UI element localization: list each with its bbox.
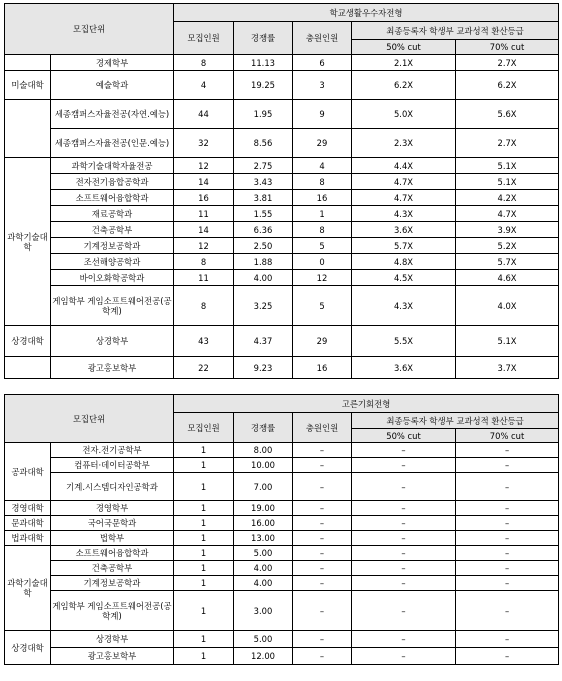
additional-cell: 29 xyxy=(293,129,352,158)
count-cell: 22 xyxy=(174,357,234,379)
cut50-cell: 4.3X xyxy=(352,206,456,222)
dept-cell: 경제학부 xyxy=(51,55,174,71)
cut50-cell: 5.7X xyxy=(352,238,456,254)
cut70-cell: – xyxy=(456,546,559,561)
cut70-cell: – xyxy=(456,473,559,501)
additional-cell: – xyxy=(293,531,352,546)
cut50-cell: 2.1X xyxy=(352,55,456,71)
count-cell: 8 xyxy=(174,286,234,326)
table-row xyxy=(5,561,559,576)
cut50-cell: – xyxy=(352,591,456,631)
table-row xyxy=(5,286,559,326)
count-cell: 16 xyxy=(174,190,234,206)
table-row xyxy=(5,254,559,270)
competition-cell: 2.50 xyxy=(234,238,293,254)
dept-cell: 세종캠퍼스자율전공(인문.예능) xyxy=(51,129,174,158)
competition-cell: 4.00 xyxy=(234,270,293,286)
cut70-cell: 5.1X xyxy=(456,326,559,357)
cut70-cell: 3.9X xyxy=(456,222,559,238)
cut50-cell: – xyxy=(352,443,456,458)
additional-cell: – xyxy=(293,516,352,531)
table-row xyxy=(5,357,559,379)
cut50-cell: – xyxy=(352,561,456,576)
dept-cell: 게임학부 게임소프트웨어전공(공학계) xyxy=(51,286,174,326)
additional-cell: 29 xyxy=(293,326,352,357)
table-row xyxy=(5,531,559,546)
cut70-cell: 4.6X xyxy=(456,270,559,286)
count-cell: 14 xyxy=(174,174,234,190)
competition-cell: 3.25 xyxy=(234,286,293,326)
college-cell: 경영대학 xyxy=(5,501,51,516)
cut50-cell: – xyxy=(352,473,456,501)
count-cell: 32 xyxy=(174,129,234,158)
count-cell: 14 xyxy=(174,222,234,238)
table-row xyxy=(5,326,559,357)
header-competition: 경쟁률 xyxy=(234,22,293,55)
header-count: 모집인원 xyxy=(174,22,234,55)
cut70-cell: – xyxy=(456,531,559,546)
susi-school-record-table xyxy=(4,3,559,379)
table-row xyxy=(5,591,559,631)
table-row xyxy=(5,222,559,238)
dept-cell: 국어국문학과 xyxy=(51,516,174,531)
cut70-cell: 5.6X xyxy=(456,100,559,129)
additional-cell: – xyxy=(293,501,352,516)
table-row xyxy=(5,55,559,71)
count-cell: 11 xyxy=(174,270,234,286)
cut70-cell: 3.7X xyxy=(456,357,559,379)
additional-cell: 8 xyxy=(293,222,352,238)
dept-cell: 조선해양공학과 xyxy=(51,254,174,270)
dept-cell: 세종캠퍼스자율전공(자연.예능) xyxy=(51,100,174,129)
college-cell: 공과대학 xyxy=(5,443,51,501)
cut50-cell: – xyxy=(352,516,456,531)
count-cell: 1 xyxy=(174,648,234,665)
header-unit: 모집단위 xyxy=(5,4,174,55)
additional-cell: 6 xyxy=(293,55,352,71)
cut70-cell: 2.7X xyxy=(456,129,559,158)
count-cell: 1 xyxy=(174,631,234,648)
dept-cell: 법학부 xyxy=(51,531,174,546)
college-cell: 미술대학 xyxy=(5,71,51,100)
additional-cell: – xyxy=(293,591,352,631)
table-row xyxy=(5,129,559,158)
cut70-cell: 4.0X xyxy=(456,286,559,326)
additional-cell: 9 xyxy=(293,100,352,129)
dept-cell: 전자.전기공학부 xyxy=(51,443,174,458)
header-cut50: 50% cut xyxy=(352,40,456,55)
additional-cell: 0 xyxy=(293,254,352,270)
dept-cell: 바이오화학공학과 xyxy=(51,270,174,286)
additional-cell: – xyxy=(293,546,352,561)
additional-cell: – xyxy=(293,576,352,591)
table-row xyxy=(5,576,559,591)
competition-cell: 1.55 xyxy=(234,206,293,222)
college-cell: 법과대학 xyxy=(5,531,51,546)
count-cell: 1 xyxy=(174,516,234,531)
cut70-cell: – xyxy=(456,561,559,576)
additional-cell: 5 xyxy=(293,238,352,254)
dept-cell: 광고홍보학부 xyxy=(51,648,174,665)
cut50-cell: 4.7X xyxy=(352,190,456,206)
count-cell: 1 xyxy=(174,501,234,516)
college-cell: 상경대학 xyxy=(5,631,51,665)
dept-cell: 광고홍보학부 xyxy=(51,357,174,379)
competition-cell: 8.00 xyxy=(234,443,293,458)
competition-cell: 11.13 xyxy=(234,55,293,71)
cut50-cell: 3.6X xyxy=(352,222,456,238)
dept-cell: 기계.시스템디자인공학과 xyxy=(51,473,174,501)
competition-cell: 12.00 xyxy=(234,648,293,665)
dept-cell: 상경학부 xyxy=(51,326,174,357)
competition-cell: 6.36 xyxy=(234,222,293,238)
competition-cell: 1.88 xyxy=(234,254,293,270)
count-cell: 11 xyxy=(174,206,234,222)
dept-cell: 게임학부 게임소프트웨어전공(공학계) xyxy=(51,591,174,631)
cut50-cell: 4.5X xyxy=(352,270,456,286)
additional-cell: 8 xyxy=(293,174,352,190)
college-cell xyxy=(5,357,51,379)
count-cell: 12 xyxy=(174,158,234,174)
dept-cell: 기계정보공학과 xyxy=(51,238,174,254)
dept-cell: 기계정보공학과 xyxy=(51,576,174,591)
cut70-cell: 4.2X xyxy=(456,190,559,206)
dept-cell: 소프트웨어융합학과 xyxy=(51,190,174,206)
dept-cell: 경영학부 xyxy=(51,501,174,516)
count-cell: 1 xyxy=(174,531,234,546)
cut70-cell: 2.7X xyxy=(456,55,559,71)
header-cut50: 50% cut xyxy=(352,429,456,443)
table-row xyxy=(5,174,559,190)
college-cell: 과학기술대학 xyxy=(5,546,51,631)
table-row xyxy=(5,71,559,100)
additional-cell: 16 xyxy=(293,357,352,379)
cut50-cell: 2.3X xyxy=(352,129,456,158)
cut70-cell: 5.7X xyxy=(456,254,559,270)
cut50-cell: 5.0X xyxy=(352,100,456,129)
table-row xyxy=(5,443,559,458)
cut70-cell: – xyxy=(456,458,559,473)
competition-cell: 16.00 xyxy=(234,516,293,531)
college-cell: 문과대학 xyxy=(5,516,51,531)
table-row xyxy=(5,158,559,174)
cut70-cell: 4.7X xyxy=(456,206,559,222)
competition-cell: 3.81 xyxy=(234,190,293,206)
additional-cell: 16 xyxy=(293,190,352,206)
cut50-cell: – xyxy=(352,531,456,546)
competition-cell: 8.56 xyxy=(234,129,293,158)
count-cell: 1 xyxy=(174,546,234,561)
competition-cell: 19.25 xyxy=(234,71,293,100)
cut50-cell: – xyxy=(352,631,456,648)
equal-opportunity-table xyxy=(4,394,559,665)
additional-cell: 5 xyxy=(293,286,352,326)
count-cell: 1 xyxy=(174,473,234,501)
header-additional: 충원인원 xyxy=(293,22,352,55)
dept-cell: 소프트웨어융합학과 xyxy=(51,546,174,561)
count-cell: 1 xyxy=(174,458,234,473)
competition-cell: 9.23 xyxy=(234,357,293,379)
competition-cell: 2.75 xyxy=(234,158,293,174)
count-cell: 43 xyxy=(174,326,234,357)
table-row xyxy=(5,631,559,648)
competition-cell: 4.00 xyxy=(234,561,293,576)
competition-cell: 3.00 xyxy=(234,591,293,631)
cut50-cell: 4.3X xyxy=(352,286,456,326)
competition-cell: 13.00 xyxy=(234,531,293,546)
additional-cell: – xyxy=(293,631,352,648)
cut70-cell: – xyxy=(456,631,559,648)
college-cell: 상경대학 xyxy=(5,326,51,357)
header-admission-type: 학교생활우수자전형 xyxy=(174,4,559,22)
cut50-cell: 6.2X xyxy=(352,71,456,100)
count-cell: 1 xyxy=(174,576,234,591)
table-row xyxy=(5,458,559,473)
table-row xyxy=(5,238,559,254)
dept-cell: 예술학과 xyxy=(51,71,174,100)
cut50-cell: – xyxy=(352,546,456,561)
header-cut70: 70% cut xyxy=(456,429,559,443)
cut70-cell: – xyxy=(456,443,559,458)
table-row xyxy=(5,501,559,516)
college-cell xyxy=(5,100,51,158)
dept-cell: 컴퓨터·데이터공학부 xyxy=(51,458,174,473)
table-row xyxy=(5,648,559,665)
table-row xyxy=(5,516,559,531)
table-row xyxy=(5,473,559,501)
count-cell: 12 xyxy=(174,238,234,254)
additional-cell: – xyxy=(293,443,352,458)
additional-cell: – xyxy=(293,648,352,665)
count-cell: 4 xyxy=(174,71,234,100)
table-row xyxy=(5,100,559,129)
header-admission-type: 고른기회전형 xyxy=(174,395,559,413)
competition-cell: 3.43 xyxy=(234,174,293,190)
additional-cell: 12 xyxy=(293,270,352,286)
competition-cell: 5.00 xyxy=(234,546,293,561)
cut50-cell: – xyxy=(352,501,456,516)
dept-cell: 상경학부 xyxy=(51,631,174,648)
additional-cell: 3 xyxy=(293,71,352,100)
header-count: 모집인원 xyxy=(174,413,234,443)
cut50-cell: – xyxy=(352,648,456,665)
table-row xyxy=(5,546,559,561)
cut70-cell: 5.1X xyxy=(456,174,559,190)
competition-cell: 1.95 xyxy=(234,100,293,129)
count-cell: 44 xyxy=(174,100,234,129)
cut70-cell: – xyxy=(456,648,559,665)
table-row xyxy=(5,270,559,286)
cut50-cell: 4.7X xyxy=(352,174,456,190)
count-cell: 1 xyxy=(174,561,234,576)
cut70-cell: 6.2X xyxy=(456,71,559,100)
cut70-cell: – xyxy=(456,501,559,516)
cut70-cell: – xyxy=(456,591,559,631)
cut50-cell: 4.8X xyxy=(352,254,456,270)
cut70-cell: 5.2X xyxy=(456,238,559,254)
cut70-cell: 5.1X xyxy=(456,158,559,174)
table-row xyxy=(5,190,559,206)
college-cell: 과학기술대학 xyxy=(5,158,51,326)
dept-cell: 건축공학부 xyxy=(51,222,174,238)
cut50-cell: – xyxy=(352,576,456,591)
cut50-cell: 3.6X xyxy=(352,357,456,379)
dept-cell: 전자전기융합공학과 xyxy=(51,174,174,190)
count-cell: 8 xyxy=(174,254,234,270)
additional-cell: 4 xyxy=(293,158,352,174)
cut70-cell: – xyxy=(456,516,559,531)
header-grade-group: 최종등록자 학생부 교과성적 환산등급 xyxy=(352,22,559,40)
competition-cell: 5.00 xyxy=(234,631,293,648)
cut50-cell: 5.5X xyxy=(352,326,456,357)
header-unit: 모집단위 xyxy=(5,395,174,443)
college-cell xyxy=(5,55,51,71)
cut50-cell: – xyxy=(352,458,456,473)
dept-cell: 과학기술대학자율전공 xyxy=(51,158,174,174)
cut70-cell: – xyxy=(456,576,559,591)
header-competition: 경쟁률 xyxy=(234,413,293,443)
additional-cell: – xyxy=(293,473,352,501)
dept-cell: 건축공학부 xyxy=(51,561,174,576)
additional-cell: – xyxy=(293,458,352,473)
additional-cell: 1 xyxy=(293,206,352,222)
header-cut70: 70% cut xyxy=(456,40,559,55)
competition-cell: 19.00 xyxy=(234,501,293,516)
additional-cell: – xyxy=(293,561,352,576)
header-additional: 충원인원 xyxy=(293,413,352,443)
header-grade-group: 최종등록자 학생부 교과성적 환산등급 xyxy=(352,413,559,429)
count-cell: 1 xyxy=(174,591,234,631)
count-cell: 1 xyxy=(174,443,234,458)
table-row xyxy=(5,206,559,222)
competition-cell: 10.00 xyxy=(234,458,293,473)
dept-cell: 재료공학과 xyxy=(51,206,174,222)
count-cell: 8 xyxy=(174,55,234,71)
cut50-cell: 4.4X xyxy=(352,158,456,174)
competition-cell: 4.00 xyxy=(234,576,293,591)
competition-cell: 4.37 xyxy=(234,326,293,357)
competition-cell: 7.00 xyxy=(234,473,293,501)
